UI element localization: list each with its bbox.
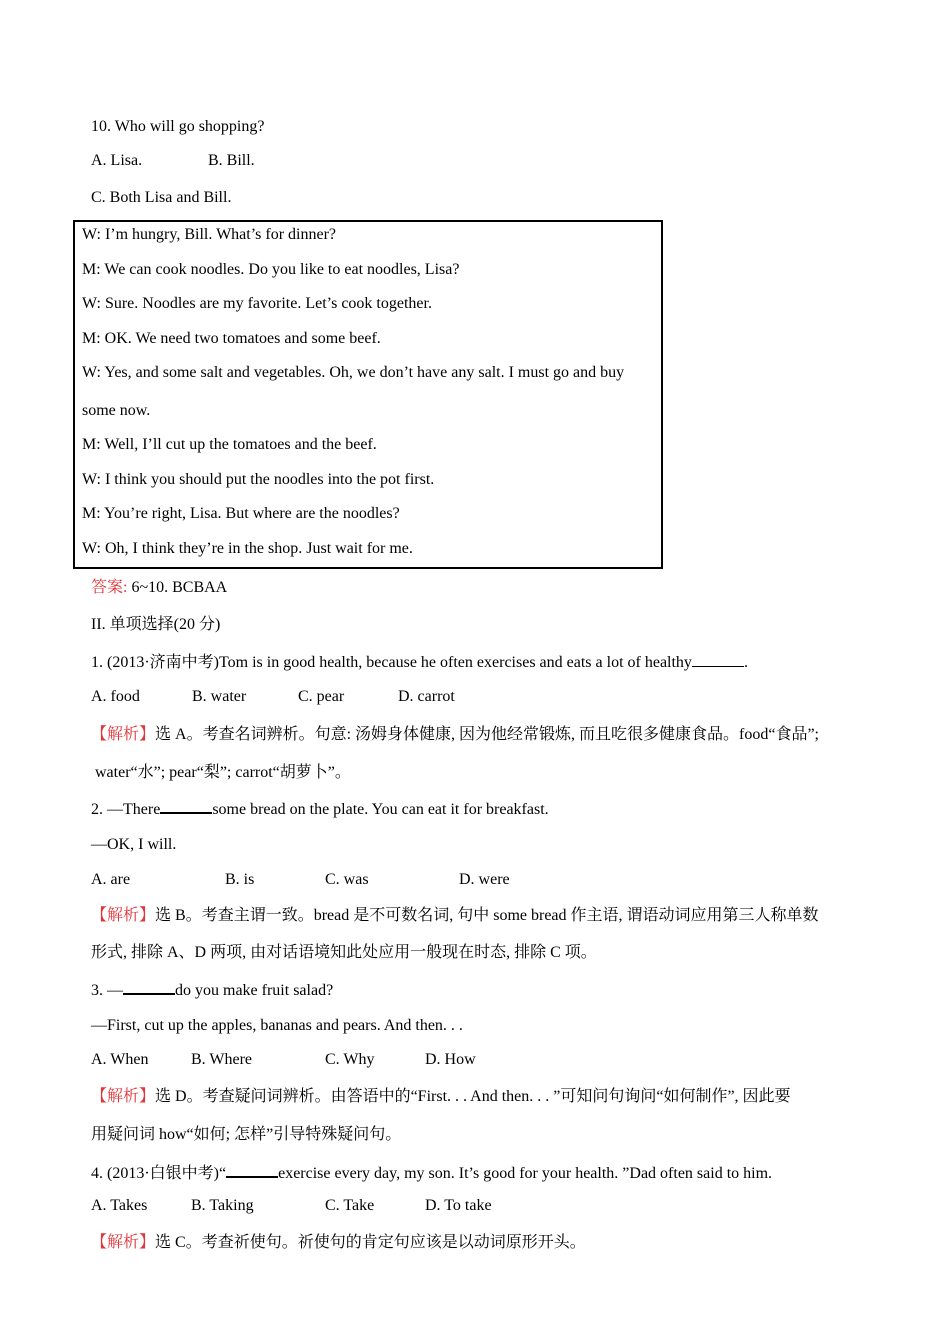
q3-stem-end: do you make fruit salad? xyxy=(175,982,334,999)
q2-stem-text: 2. —There xyxy=(91,801,161,818)
q4-stem-text: 4. (2013·白银中考)“ xyxy=(91,1165,227,1182)
answer-blank xyxy=(692,652,744,667)
transcript-line: W: I’m hungry, Bill. What’s for dinner? xyxy=(82,226,337,243)
analysis-label: 【解析】 xyxy=(91,907,156,924)
q1-option-c: C. pear xyxy=(298,688,345,705)
transcript-line: M: Well, I’ll cut up the tomatoes and the beef. xyxy=(82,436,377,453)
q4-analysis xyxy=(91,1233,586,1253)
q10-question: 10. Who will go shopping? xyxy=(91,118,265,135)
analysis-text: 选 A。考查名词辨析。句意: 汤姆身体健康, 因为他经常锻炼, 而且吃很多健康食品。food“食品”; xyxy=(155,726,819,743)
transcript-line: M: OK. We need two tomatoes and some beef. xyxy=(82,330,381,347)
analysis-text: 选 B。考查主谓一致。bread 是不可数名词, 句中 some bread 作主语, 谓语动词应用第三人称单数 xyxy=(155,907,819,924)
answer-blank xyxy=(123,979,175,995)
q2-option-c: C. was xyxy=(325,871,369,888)
transcript-line: M: You’re right, Lisa. But where are the noodles? xyxy=(82,505,400,522)
answer-label: 答案: xyxy=(91,579,128,596)
transcript-line: W: Sure. Noodles are my favorite. Let’s cook together. xyxy=(82,295,432,312)
section-title: II. 单项选择(20 分) xyxy=(91,616,221,633)
transcript-line: W: Yes, and some salt and vegetables. Oh, we don’t have any salt. I must go and buy xyxy=(82,364,625,381)
analysis-label: 【解析】 xyxy=(91,1088,156,1105)
q2-option-a: A. are xyxy=(91,871,131,888)
q4-option-a: A. Takes xyxy=(91,1197,148,1214)
q1-option-b: B. water xyxy=(192,688,247,705)
q10-option-a: A. Lisa. xyxy=(91,152,143,169)
q4-option-b: B. Taking xyxy=(191,1197,254,1214)
q4-stem xyxy=(91,1162,772,1184)
q3-stem-text: 3. — xyxy=(91,982,123,999)
answer-line xyxy=(91,578,227,598)
transcript-line: some now. xyxy=(82,402,151,419)
q1-analysis xyxy=(91,725,819,745)
transcript-line: W: I think you should put the noodles into the pot first. xyxy=(82,471,435,488)
analysis-text: 选 D。考查疑问词辨析。由答语中的“First. . . And then. . . ”可知问句询问“如何制作”, 因此要 xyxy=(155,1088,791,1105)
q3-stem xyxy=(91,979,333,1001)
q3-reply: —First, cut up the apples, bananas and pears. And then. . . xyxy=(91,1017,463,1034)
analysis-label: 【解析】 xyxy=(91,726,156,743)
q4-option-d: D. To take xyxy=(425,1197,492,1214)
q2-stem-end: some bread on the plate. You can eat it for breakfast. xyxy=(212,801,549,818)
q10-option-b: B. Bill. xyxy=(208,152,255,169)
transcript-line: W: Oh, I think they’re in the shop. Just wait for me. xyxy=(82,540,413,557)
q4-option-c: C. Take xyxy=(325,1197,375,1214)
q1-stem-text: 1. (2013·济南中考)Tom is in good health, because he often exercises and eats a lot of healthy xyxy=(91,654,692,671)
q3-option-b: B. Where xyxy=(191,1051,253,1068)
q1-stem xyxy=(91,652,748,673)
q3-analysis-cont: 用疑问词 how“如何; 怎样”引导特殊疑问句。 xyxy=(91,1126,402,1143)
q2-analysis-cont: 形式, 排除 A、D 两项, 由对话语境知此处应用一般现在时态, 排除 C 项。 xyxy=(91,944,597,961)
analysis-label: 【解析】 xyxy=(91,1234,156,1251)
q2-analysis xyxy=(91,906,819,926)
q2-option-b: B. is xyxy=(225,871,255,888)
q2-stem xyxy=(91,798,549,820)
analysis-text: 选 C。考查祈使句。祈使句的肯定句应该是以动词原形开头。 xyxy=(155,1234,586,1251)
q1-stem-end: . xyxy=(743,654,748,671)
q1-option-d: D. carrot xyxy=(398,688,455,705)
q3-option-a: A. When xyxy=(91,1051,149,1068)
q2-reply: —OK, I will. xyxy=(91,836,177,853)
answer-text: 6~10. BCBAA xyxy=(127,579,228,596)
q2-option-d: D. were xyxy=(459,871,510,888)
q4-stem-end: exercise every day, my son. It’s good for your health. ”Dad often said to him. xyxy=(278,1165,773,1182)
q3-option-c: C. Why xyxy=(325,1051,375,1068)
transcript-line: M: We can cook noodles. Do you like to eat noodles, Lisa? xyxy=(82,261,460,278)
answer-blank xyxy=(160,798,212,814)
q3-option-d: D. How xyxy=(425,1051,476,1068)
q3-analysis xyxy=(91,1087,791,1107)
q1-analysis-cont: water“水”; pear“梨”; carrot“胡萝卜”。 xyxy=(95,764,351,781)
answer-blank xyxy=(226,1162,278,1178)
q10-option-c: C. Both Lisa and Bill. xyxy=(91,189,232,206)
q1-option-a: A. food xyxy=(91,688,140,705)
